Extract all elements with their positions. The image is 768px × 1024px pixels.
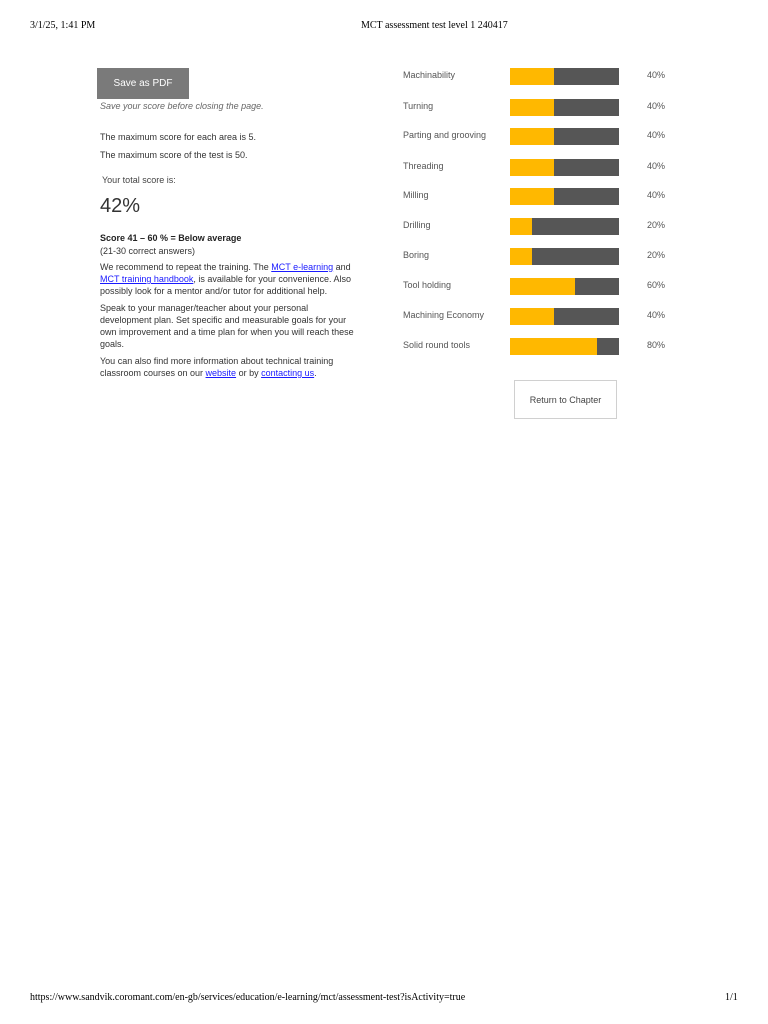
score-summary-panel bbox=[97, 68, 357, 379]
score-bar bbox=[510, 128, 619, 145]
score-row-percent: 40% bbox=[647, 130, 666, 140]
score-bar bbox=[510, 99, 619, 116]
score-bar-fill bbox=[510, 308, 554, 325]
score-bar bbox=[510, 159, 619, 176]
print-footer-url: https://www.sandvik.coromant.com/en-gb/services/education/e-learning/mct/assessment-test?isActivity=true bbox=[30, 992, 466, 1003]
mct-training-handbook-link[interactable]: MCT training handbook bbox=[100, 274, 194, 284]
score-bar bbox=[510, 338, 619, 355]
more-info-text-1: You can also find more information about technical training classroom courses on our bbox=[100, 356, 334, 378]
score-bar bbox=[510, 68, 619, 85]
print-footer-page: 1/1 bbox=[725, 992, 738, 1003]
score-bar-fill bbox=[510, 68, 554, 85]
max-score-test-text: The maximum score of the test is 50. bbox=[100, 150, 248, 160]
score-bar-fill bbox=[510, 248, 532, 265]
score-bar-fill bbox=[510, 159, 554, 176]
score-row bbox=[403, 308, 683, 326]
recommendation-text-2: and bbox=[333, 262, 351, 272]
score-bar-fill bbox=[510, 218, 532, 235]
more-info-text-2: or by bbox=[236, 368, 262, 378]
score-row-label: Turning bbox=[403, 101, 434, 111]
score-row-percent: 40% bbox=[647, 70, 666, 80]
score-bar-fill bbox=[510, 338, 597, 355]
score-row bbox=[403, 188, 683, 206]
score-row-label: Tool holding bbox=[403, 280, 452, 290]
score-row bbox=[403, 338, 683, 356]
total-score-value: 42% bbox=[100, 195, 141, 217]
score-row bbox=[403, 248, 683, 266]
score-row bbox=[403, 278, 683, 296]
score-row-percent: 40% bbox=[647, 101, 666, 111]
score-row bbox=[403, 128, 683, 146]
score-row-label: Threading bbox=[403, 161, 444, 171]
score-row-label: Machining Economy bbox=[403, 310, 485, 320]
score-bar bbox=[510, 218, 619, 235]
score-row-label: Milling bbox=[403, 190, 429, 200]
score-row-label: Parting and grooving bbox=[403, 130, 487, 140]
score-row-percent: 80% bbox=[647, 340, 666, 350]
score-row-percent: 60% bbox=[647, 280, 666, 290]
score-row bbox=[403, 218, 683, 236]
correct-answers-text: (21-30 correct answers) bbox=[100, 246, 196, 256]
total-score-label: Your total score is: bbox=[102, 175, 176, 185]
score-range-heading: Score 41 – 60 % = Below average bbox=[100, 233, 242, 243]
score-row-percent: 40% bbox=[647, 190, 666, 200]
save-as-pdf-button[interactable]: Save as PDF bbox=[97, 68, 189, 99]
development-plan-paragraph: Speak to your manager/teacher about your personal development plan. Set specific and measurable goals for your own improvement and a time plan for when you will reach these goals. bbox=[100, 303, 354, 349]
score-row-percent: 40% bbox=[647, 161, 666, 171]
return-to-chapter-button[interactable]: Return to Chapter bbox=[514, 380, 617, 419]
score-bar-fill bbox=[510, 99, 554, 116]
score-row-label: Drilling bbox=[403, 220, 431, 230]
more-info-text-3: . bbox=[314, 368, 317, 378]
recommendation-paragraph bbox=[100, 261, 355, 297]
print-header-date: 3/1/25, 1:41 PM bbox=[30, 20, 96, 31]
score-bar bbox=[510, 248, 619, 265]
score-row-label: Boring bbox=[403, 250, 430, 260]
recommendation-text-3: , is available for your convenience. Also possibly look for a mentor and/or tutor for additional help. bbox=[100, 274, 351, 296]
score-row-percent: 20% bbox=[647, 250, 666, 260]
website-link[interactable]: website bbox=[205, 368, 237, 378]
score-bar bbox=[510, 278, 619, 295]
score-bar bbox=[510, 188, 619, 205]
print-header-title: MCT assessment test level 1 240417 bbox=[361, 20, 508, 31]
contacting-us-link[interactable]: contacting us bbox=[261, 368, 315, 378]
more-info-paragraph bbox=[100, 355, 355, 379]
save-note: Save your score before closing the page. bbox=[100, 101, 264, 111]
recommendation-text-1: We recommend to repeat the training. The bbox=[100, 262, 272, 272]
score-bar bbox=[510, 308, 619, 325]
mct-elearning-link[interactable]: MCT e-learning bbox=[271, 262, 334, 272]
score-row-label: Machinability bbox=[403, 70, 456, 80]
score-bar-fill bbox=[510, 278, 575, 295]
score-bar-fill bbox=[510, 128, 554, 145]
score-row bbox=[403, 99, 683, 117]
score-row bbox=[403, 68, 683, 86]
max-score-area-text: The maximum score for each area is 5. bbox=[100, 132, 257, 142]
score-row bbox=[403, 159, 683, 177]
score-row-percent: 20% bbox=[647, 220, 666, 230]
score-row-label: Solid round tools bbox=[403, 340, 471, 350]
score-row-percent: 40% bbox=[647, 310, 666, 320]
score-bar-fill bbox=[510, 188, 554, 205]
